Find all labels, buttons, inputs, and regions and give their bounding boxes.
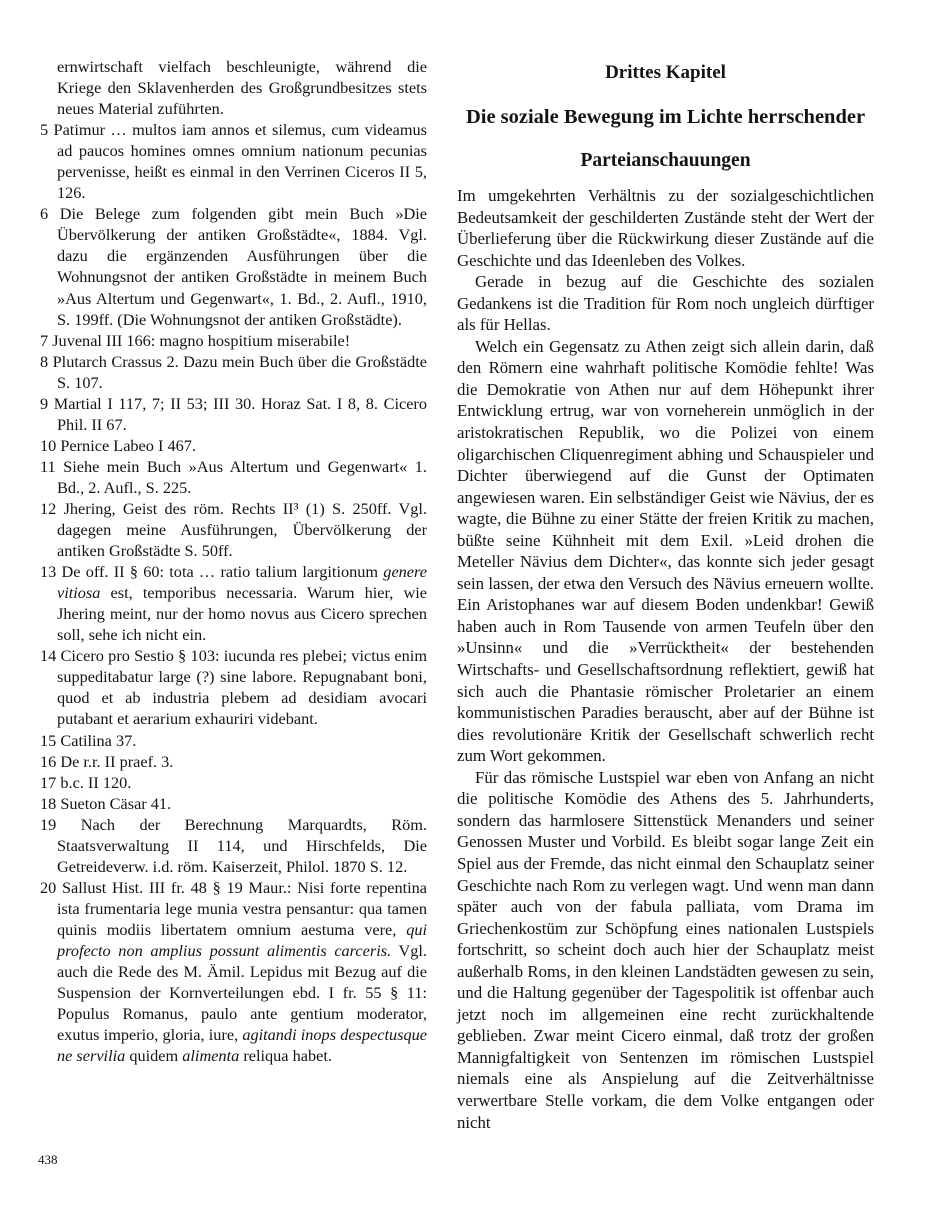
footnotes-column (40, 56, 427, 1066)
footnote-number: 16 (40, 751, 61, 771)
footnote-text: Siehe mein Buch »Aus Altertum und Gegenwart« 1. Bd., 2. Aufl., S. 225. (57, 456, 427, 497)
footnote-number: 10 (40, 435, 61, 455)
footnote (40, 793, 427, 814)
footnote (40, 561, 427, 645)
paragraph: Im umgekehrten Verhältnis zu der sozialgeschichtlichen Bedeutsamkeit der geschilderten Zustände steht der Wert der Überlieferung über die Rückwirkung dieser Zustände auf die Geschichte und das Ideenleben des Volkes. (457, 186, 874, 270)
footnote (40, 814, 427, 877)
footnote-text: Die Belege zum folgenden gibt mein Buch »Die Übervölkerung der antiken Großstädte«, 1884. Vgl. dazu die ergänzenden Ausführungen über die Wohnungsnot der antiken Großstädte in meinem Buch »Aus Altertum und Gegenwart«, 1. Bd., 2. Aufl., 1910, S. 199ff. (Die Wohnungsnot der antiken Großstädte). (57, 204, 427, 329)
footnote-number: 8 (40, 351, 53, 371)
footnote-text-italic: qui profecto non amplius possunt alimentis carceris. (57, 919, 427, 960)
footnote (40, 772, 427, 793)
chapter-title-line1: Die soziale Bewegung im Lichte herrschender (465, 106, 866, 128)
footnote (40, 645, 427, 729)
footnote-text: Patimur … multos iam annos et silemus, cum videamus ad paucos homines omnes omnium nationum pecunias pervenisse, heißt es einmal in den Verrinen Ciceros II 5, 126. (53, 120, 428, 203)
body-paragraphs (457, 185, 874, 1133)
chapter-title-line2: Parteianschauungen (580, 150, 751, 171)
footnote (40, 435, 427, 456)
page-number: 438 (38, 1152, 58, 1167)
footnote-number: 9 (40, 393, 54, 413)
footnote (40, 393, 427, 435)
footnote-text: quidem (125, 1046, 183, 1066)
footnote-text: b.c. II 120. (60, 772, 132, 792)
footnote-text: est, temporibus necessaria. Warum hier, wie Jhering meint, nur der homo novus aus Cicero sprechen soll, sehe ich nicht ein. (57, 583, 427, 645)
footnote-text-italic: alimenta (182, 1046, 240, 1066)
footnote-number: 14 (40, 646, 61, 666)
footnote (40, 330, 427, 351)
footnote-text-italic: agitandi inops despectusque ne servilia (57, 1025, 427, 1066)
footnote-text: Juvenal III 166: magno hospitium miserabile! (52, 330, 351, 350)
footnote-number: 20 (40, 877, 62, 897)
footnote-text: Plutarch Crassus 2. Dazu mein Buch über die Großstädte S. 107. (52, 351, 427, 392)
footnote-text: Jhering, Geist des röm. Rechts II³ (1) S. 250ff. Vgl. dagegen meine Ausführungen, Übervölkerung der antiken Großstädte S. 50ff. (57, 498, 427, 561)
footnote-number: 13 (40, 562, 62, 582)
footnote-number: 6 (40, 204, 60, 224)
footnote (40, 119, 427, 203)
footnote-number: 12 (40, 498, 64, 518)
main-text-column (457, 50, 874, 1133)
footnote (40, 730, 427, 751)
paragraph: Gerade in bezug auf die Geschichte des sozialen Gedankens ist die Tradition für Rom noch ungleich dürftiger als für Hellas. (457, 272, 874, 335)
footnote-number: 18 (40, 793, 61, 813)
footnote-number: 17 (40, 772, 61, 792)
chapter-number-heading: Drittes Kapitel (605, 62, 726, 83)
footnote-number: 19 (40, 814, 81, 834)
paragraph: Für das römische Lustspiel war eben von Anfang an nicht die politische Komödie des Athens des 5. Jahrhunderts, sondern das harmlosere Sittenstück Menanders und seiner Genossen Muster und Vorbild. Es bleibt sogar lange Zeit ein Spiel aus der Fremde, das nicht einmal den Schauplatz seiner Geschichte nach Rom zu verlegen wagt. Und wenn man dann später auch von der fabula palliata, vom Drama im Griechenkostüm zur Schöpfung eines nationalen Lustspiels fortschritt, so scheint doch auch hier der Schauplatz meist außerhalb Roms, in den kleinen Landstädten gewesen zu sein, und die Haltung gegenüber der Tagespolitik ist offenbar auch jetzt noch im allgemeinen eine recht zurückhaltende geblieben. Zwar meint Cicero einmal, daß trotz der großen Mannigfaltigkeit von Sentenzen im römischen Lustspiel niemals eine als Anspielung auf die Zeitverhältnisse verwertbare Stelle vorkam, die dem Volke entgangen oder nicht (457, 767, 874, 1132)
footnote-text: Catilina 37. (60, 730, 137, 750)
continued-footnote-text: ernwirtschaft vielfach beschleunigte, während die Kriege den Sklavenherden des Großgrundbesitzes stets neues Material zuführten. (57, 57, 427, 119)
footnote-number: 11 (40, 456, 64, 476)
footnote-text: Sallust Hist. III fr. 48 § 19 Maur.: Nisi forte repentina ista frumentaria lege munia vestra pensantur: qua tamen quinis modiis libertatem omnium aestuma vere, (57, 877, 427, 939)
footnote (40, 498, 427, 561)
footnote (40, 751, 427, 772)
footnote (40, 877, 427, 1066)
footnote (40, 351, 427, 393)
footnote-text: De r.r. II praef. 3. (60, 751, 174, 771)
footnote-text-italic: genere vitiosa (57, 562, 427, 603)
footnote-text: Sueton Cäsar 41. (60, 793, 172, 813)
footnote-text: reliqua habet. (239, 1046, 332, 1066)
footnote-text: Martial I 117, 7; II 53; III 30. Horaz Sat. I 8, 8. Cicero Phil. II 67. (53, 393, 427, 434)
footnote-text: Vgl. auch die Rede des M. Ämil. Lepidus mit Bezug auf die Suspension der Kornverteilungen ebd. I fr. 55 § 11: Populus Romanus, paulo ante gentium moderator, exutus imperio, gloria, iure, (57, 940, 427, 1045)
footnote (40, 456, 427, 498)
footnote-list (40, 119, 427, 1066)
footnote-text: Pernice Labeo I 467. (60, 435, 196, 455)
footnote-text: Nach der Berechnung Marquardts, Röm. Staatsverwaltung II 114, und Hirschfelds, Die Getreideverw. i.d. röm. Kaiserzeit, Philol. 1870 S. 12. (57, 814, 427, 876)
footnote-number: 7 (40, 330, 53, 350)
footnote (40, 203, 427, 329)
paragraph: Welch ein Gegensatz zu Athen zeigt sich allein darin, daß den Römern eine wahrhaft politische Komödie fehlte! Was die Demokratie von Athen nur auf dem Höhepunkt ihrer Entwicklung ertrug, war von vorneherein unmöglich in der aristokratischen Republik, wo die Polizei von einem oligarchischen Cliquenregiment abhing und Schauspieler und Dichter überwiegend auf die Gunst der Optimaten angewiesen waren. Ein selbständiger Geist wie Nävius, der es wagte, die Bühne zu einer Stätte der freien Kritik zu machen, büßte seine Kühnheit mit dem Exil. »Leid drohen die Meteller Nävius dem Dichter«, das konnte sich jeder gesagt sein lassen, der etwa den Versuch des Nävius erneuern wollte. Ein Aristophanes war auf diesem Boden undenkbar! Gewiß haben auch in Rom Tausende von armen Teufeln über den »Unsinn« und die »Verrücktheit« der bestehenden Wirtschafts- und Gesellschaftsordnung reflektiert, gewiß hat sich auch die Phantasie römischer Proletarier an einem kommunistischen Paradies berauscht, aber auf der Bühne ist dies revolutionäre Kritik der Gesellschaft schwerlich recht zum Wort gekommen. (457, 336, 874, 766)
footnote-text: De off. II § 60: tota … ratio talium largitionum (61, 562, 384, 582)
footnote-number: 5 (40, 120, 54, 140)
footnote-number: 15 (40, 730, 61, 750)
footnote-text: Cicero pro Sestio § 103: iucunda res plebei; victus enim suppeditabatur large (?) sine labore. Repugnabant boni, quod et ab industria plebem ad desidiam avocari putabant et aerarium exhauriri videbant. (57, 646, 427, 729)
